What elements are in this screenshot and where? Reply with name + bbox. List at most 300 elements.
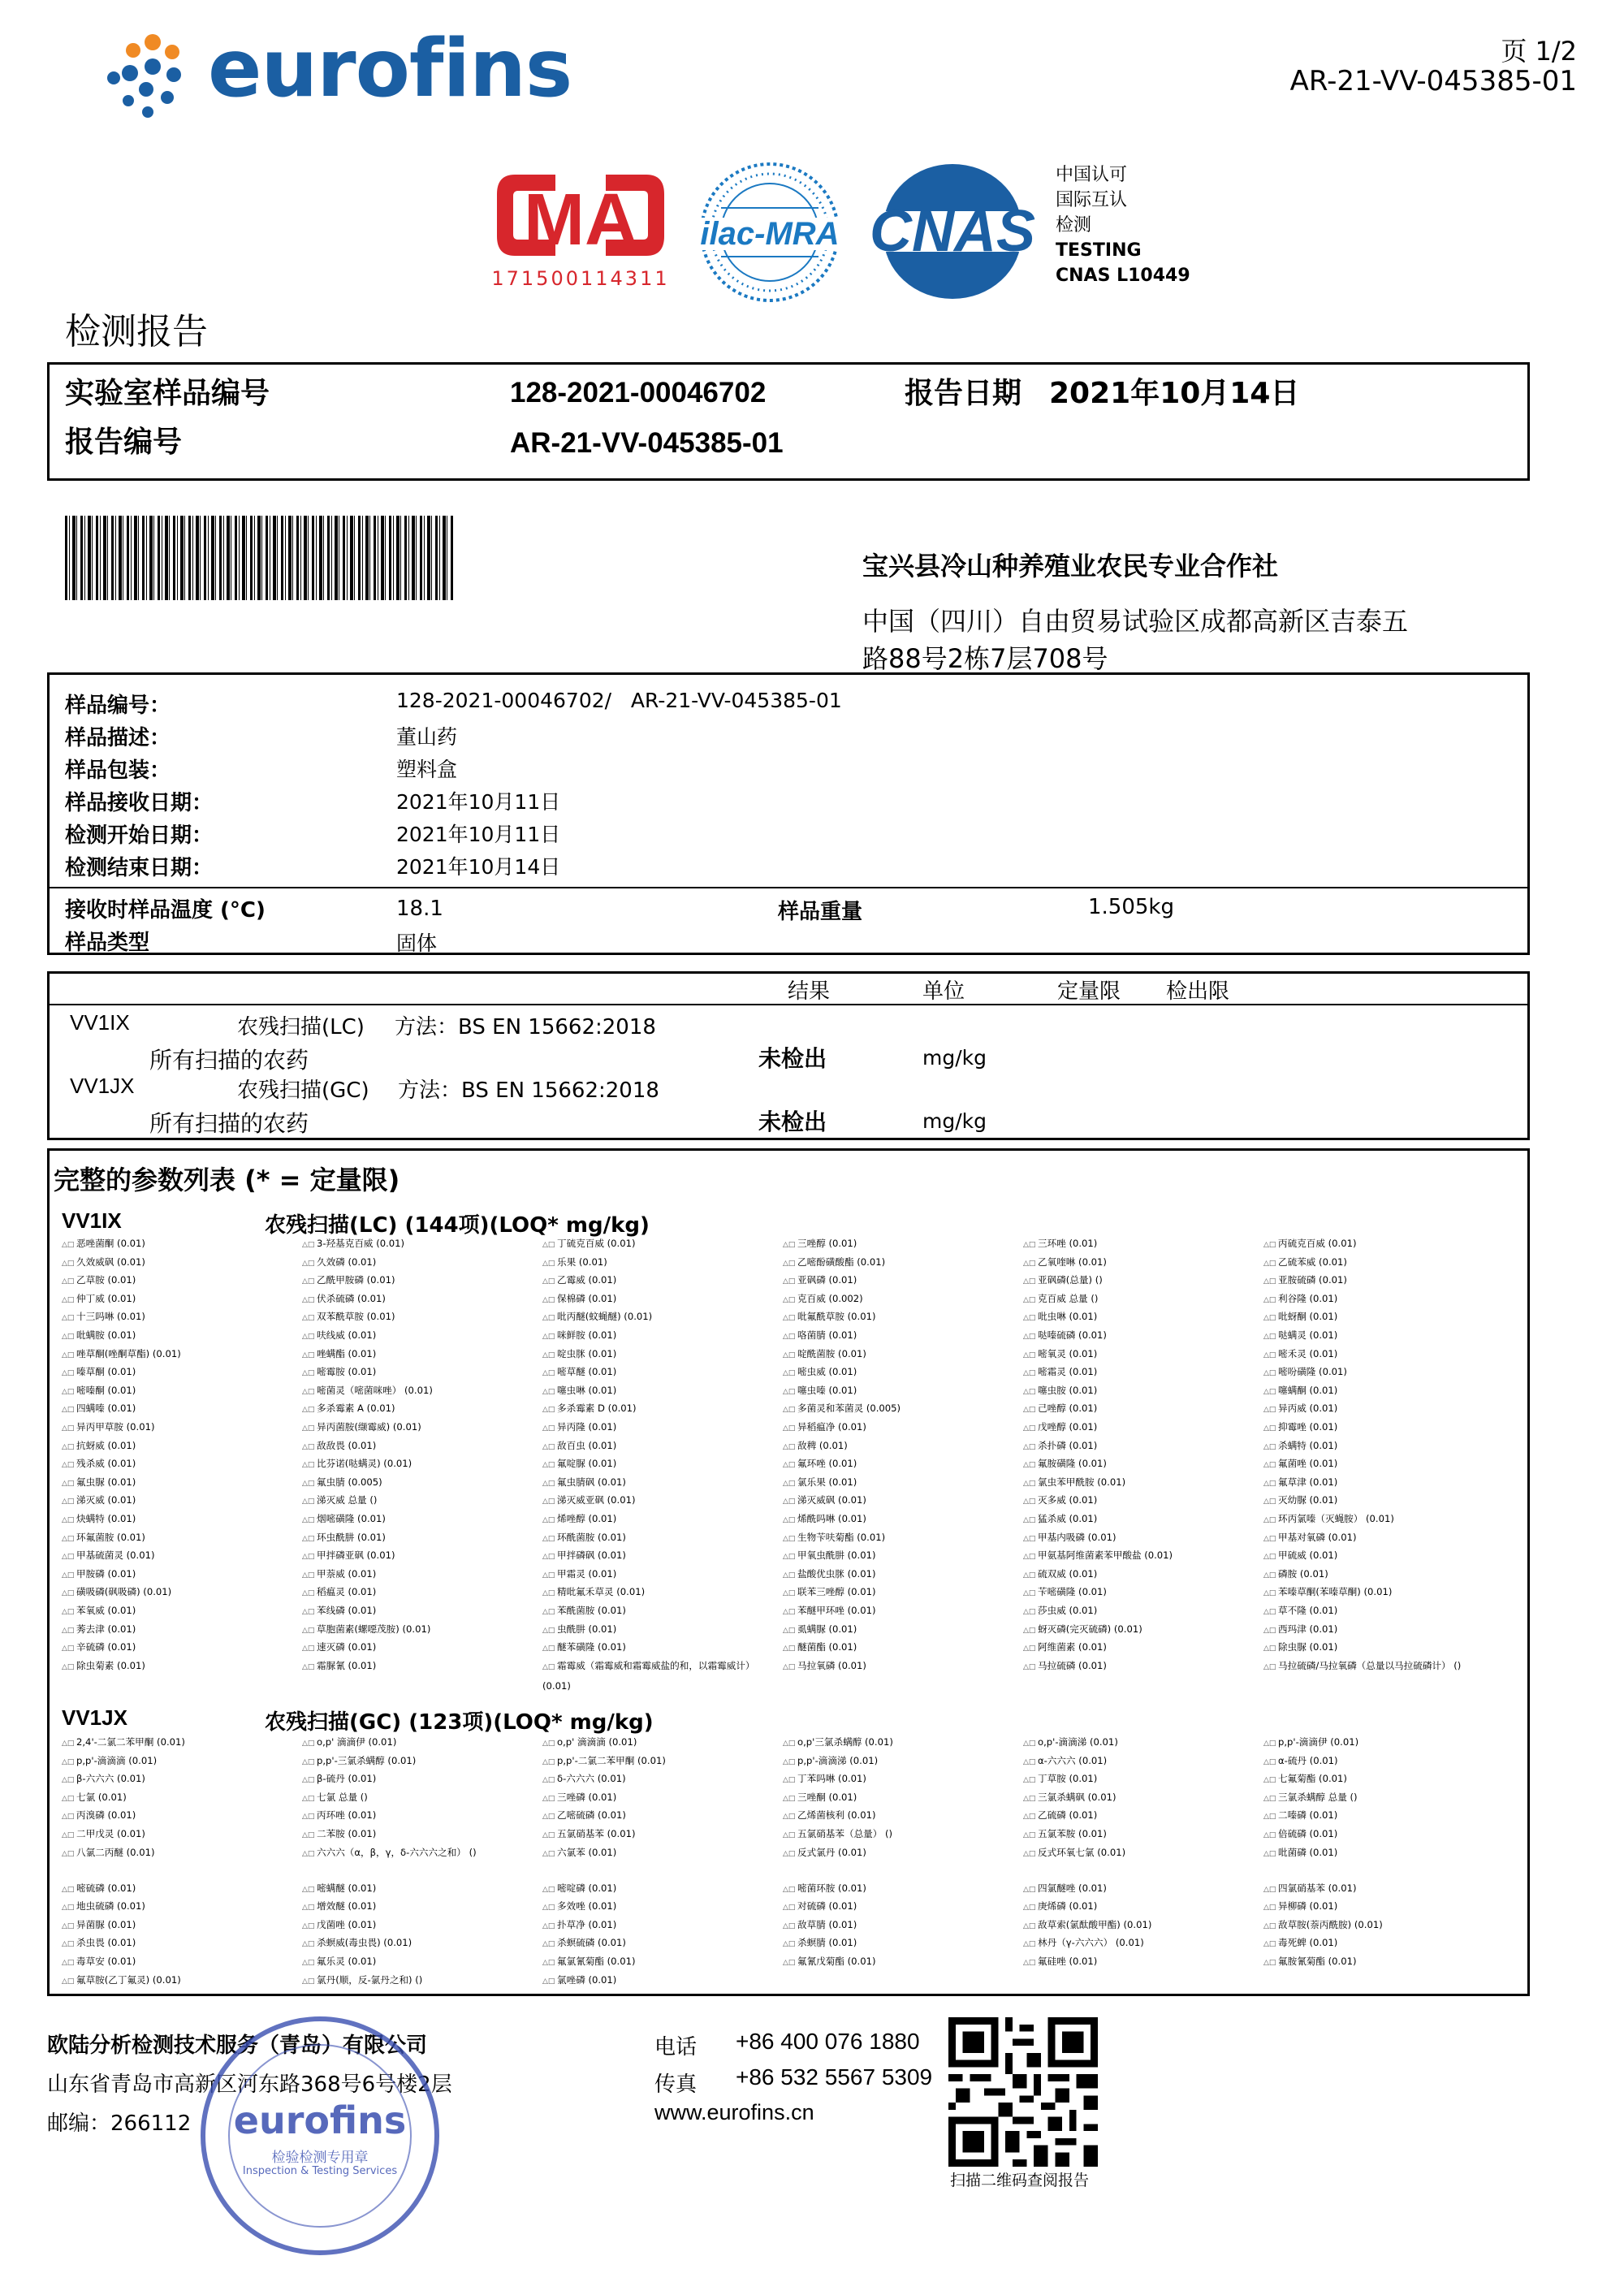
param-item: △□ 扑草净 (0.01) (542, 1918, 617, 1930)
results-header-result: 结果 (788, 979, 831, 1004)
param-item: △□ 莎虫威 (0.01) (1023, 1605, 1098, 1616)
param-item: △□ 甲拌磷亚砜 (0.01) (302, 1549, 395, 1562)
param-item: △□ 嗪草酮 (0.01) (62, 1366, 136, 1378)
param-item: △□ 唑螨酯 (0.01) (302, 1347, 377, 1359)
param-item: △□ 庚烯磷 (0.01) (1023, 1900, 1098, 1912)
param-item: △□ 甲氨基阿维菌素苯甲酸盐 (0.01) (1023, 1549, 1173, 1562)
param-item: △□ 嘧霜灵 (0.01) (1023, 1366, 1098, 1378)
param-item: △□ 醚苯磺隆 (0.01) (542, 1641, 626, 1653)
footer-website: www.eurofins.cn (654, 2100, 814, 2124)
param-item: △□ 生物苄呋菊酯 (0.01) (783, 1531, 886, 1543)
param-item: △□ 三氯杀螨砜 (0.01) (1023, 1791, 1116, 1803)
param-item: △□ 涕灭威 总量 () (302, 1494, 378, 1506)
cnas-label: CNAS (869, 199, 1035, 264)
param-item: △□ 乙霉威 (0.01) (542, 1274, 617, 1286)
param-item: △□ 霜脲氰 (0.01) (302, 1659, 377, 1671)
client-address-line2: 路88号2栋7层708号 (862, 643, 1108, 674)
report-date-value: 2021年10月14日 (1049, 377, 1300, 410)
type-value: 固体 (396, 931, 438, 955)
ilac-mra-logo (697, 159, 843, 305)
report-no-value: AR-21-VV-045385-01 (510, 427, 784, 459)
weight-label: 样品重量 (778, 900, 863, 924)
param-item: △□ 蚜灭磷(完灭硫磷) (0.01) (1023, 1623, 1142, 1635)
param-item: △□ 哒嗪硫磷 (0.01) (1023, 1329, 1107, 1341)
sample-info-label: 检测开始日期： (65, 823, 214, 848)
result-row-item: 所有扫描的农药 (149, 1110, 309, 1137)
param-item: △□ 辛硫磷 (0.01) (62, 1641, 136, 1653)
param-item: △□ 氟草津 (0.01) (1263, 1476, 1338, 1488)
param-item: △□ 环虫酰肼 (0.01) (302, 1531, 386, 1543)
param-item: △□ 林丹（γ-六六六） (0.01) (1023, 1937, 1144, 1949)
param-item: △□ 噻虫嗪 (0.01) (783, 1384, 857, 1396)
param-item: △□ 吡蚜酮 (0.01) (1263, 1311, 1338, 1323)
param-item: △□ 杀螟硫磷 (0.01) (542, 1937, 626, 1949)
cma-logo (490, 166, 671, 296)
results-header-loq: 定量限 (1057, 979, 1121, 1004)
param-item: △□ 双苯酰草胺 (0.01) (302, 1311, 395, 1323)
param-item: △□ 精吡氟禾草灵 (0.01) (542, 1586, 646, 1598)
param-item: △□ 2,4'-二氯二苯甲酮 (0.01) (62, 1736, 185, 1748)
param-item: △□ 十三吗啉 (0.01) (62, 1311, 145, 1323)
param-item: △□ 抑霉唑 (0.01) (1263, 1421, 1338, 1433)
param-item: △□ 苯氧威 (0.01) (62, 1605, 136, 1616)
param-item: △□ 磺吸磷(砜吸磷) (0.01) (62, 1586, 172, 1598)
param-item: △□ 苯嗪草酮(苯嗪草酮) (0.01) (1263, 1586, 1393, 1598)
param-item: △□ 嘧嗪酮 (0.01) (62, 1384, 136, 1396)
lab-sample-value: 128-2021-00046702 (510, 377, 767, 408)
param-item: △□ 莠去津 (0.01) (62, 1623, 136, 1635)
param-item: △□ 对硫磷 (0.01) (783, 1900, 857, 1912)
param-item: △□ 环酰菌胺 (0.01) (542, 1531, 626, 1543)
sample-info-label: 检测结束日期： (65, 856, 214, 880)
param-item: △□ 氟胺氰菊酯 (0.01) (1263, 1956, 1357, 1968)
param-item: △□ 炔螨特 (0.01) (62, 1513, 136, 1524)
param-item: △□ 敌稗 (0.01) (783, 1439, 848, 1451)
param-item: △□ 三唑醇 (0.01) (783, 1238, 857, 1249)
gc-code: VV1JX (62, 1705, 127, 1730)
param-item: △□ 甲霜灵 (0.01) (542, 1567, 617, 1580)
param-item: △□ 乙嘧酚磺酸酯 (0.01) (783, 1256, 886, 1268)
param-item: △□ 毒死蜱 (0.01) (1263, 1937, 1338, 1949)
brand-logo-text: eurofins (208, 23, 572, 115)
seal-brand: eurofins (233, 2098, 407, 2142)
param-item: △□ 久效威砜 (0.01) (62, 1256, 145, 1268)
param-item: △□ 除虫脲 (0.01) (1263, 1641, 1338, 1653)
footer-fax-value: +86 532 5567 5309 (736, 2064, 933, 2090)
param-item: △□ 五氯硝基苯 (0.01) (542, 1828, 636, 1839)
result-row-name: 农残扫描(GC) (237, 1078, 369, 1103)
sample-info-value: 2021年10月11日 (396, 823, 561, 846)
param-item: △□ 涕灭威砜 (0.01) (783, 1494, 866, 1506)
param-item: △□ 反式环氧七氯 (0.01) (1023, 1846, 1126, 1858)
param-item: △□ p,p'-滴滴涕 (0.01) (783, 1754, 879, 1766)
param-item: △□ 嘧菌灵（嘧菌咪唑） (0.01) (302, 1384, 433, 1396)
client-address-line1: 中国（四川）自由贸易试验区成都高新区吉泰五 (862, 606, 1409, 637)
seal-line1: 检验检测专用章 (271, 2150, 369, 2166)
report-no-label: 报告编号 (65, 426, 183, 459)
param-item: △□ 氟虫腈砜 (0.01) (542, 1476, 626, 1488)
cnas-text-line: 检测 (1056, 215, 1092, 236)
param-item: △□ 嘧虫威 (0.01) (783, 1366, 857, 1378)
param-item: △□ β-六六六 (0.01) (62, 1773, 145, 1785)
footer-company: 欧陆分析检测技术服务（青岛）有限公司 (47, 2034, 428, 2058)
param-item: △□ 异丙威 (0.01) (1263, 1402, 1338, 1415)
sample-info-label: 样品接收日期： (65, 791, 214, 815)
param-item: △□ 烯酰吗啉 (0.01) (783, 1513, 866, 1524)
param-item: △□ 多杀霉素 A (0.01) (302, 1402, 395, 1415)
param-item: △□ 阿维菌素 (0.01) (1023, 1641, 1107, 1653)
param-item: △□ 乐果 (0.01) (542, 1256, 607, 1268)
param-item: △□ 猛杀威 (0.01) (1023, 1513, 1098, 1524)
param-item: △□ 联苯三唑醇 (0.01) (783, 1586, 876, 1598)
param-item: △□ 丙环唑 (0.01) (302, 1809, 377, 1822)
param-item: △□ 除虫菊素 (0.01) (62, 1659, 145, 1671)
temp-label: 接收时样品温度 (°C) (65, 898, 266, 923)
sample-info-value: 董山药 (396, 725, 458, 749)
param-item: △□ 久效磷 (0.01) (302, 1256, 377, 1268)
param-item: △□ 氯唑磷 (0.01) (542, 1973, 617, 1986)
param-item: △□ 敌百虫 (0.01) (542, 1439, 617, 1451)
param-item: △□ 氟啶脲 (0.01) (542, 1458, 617, 1470)
seal-line2: Inspection & Testing Services (242, 2165, 398, 2177)
param-item: △□ 啶酰菌胺 (0.01) (783, 1347, 866, 1359)
lab-sample-label: 实验室样品编号 (65, 377, 270, 410)
param-item: △□ 乙嘧硫磷 (0.01) (542, 1809, 626, 1822)
param-item: △□ 四氯醚唑 (0.01) (1023, 1882, 1107, 1894)
param-item: △□ 氟乐灵 (0.01) (302, 1956, 377, 1968)
param-item: △□ p,p'-三氯杀螨醇 (0.01) (302, 1754, 417, 1766)
results-header-lod: 检出限 (1166, 979, 1230, 1004)
company-seal (198, 2014, 442, 2258)
param-item: △□ 苯线磷 (0.01) (302, 1605, 377, 1616)
param-item: △□ 甲基硫菌灵 (0.01) (62, 1549, 155, 1562)
param-item: △□ 环丙氯嗪（灭蝇胺） (0.01) (1263, 1513, 1394, 1524)
param-item: △□ 氟氯氰菊酯 (0.01) (542, 1956, 636, 1968)
param-item: △□ 毒草安 (0.01) (62, 1956, 136, 1968)
cnas-text-line: 国际互认 (1056, 190, 1128, 210)
param-item: △□ 三氯杀螨醇 总量 () (1263, 1791, 1358, 1803)
param-item: △□ 嘧草醚 (0.01) (542, 1366, 617, 1378)
footer-postcode: 邮编：266112 (47, 2111, 192, 2136)
param-item: △□ 克百威 (0.002) (783, 1292, 863, 1304)
param-item: △□ 杀螨特 (0.01) (1263, 1439, 1338, 1451)
result-row-method: 方法：BS EN 15662:2018 (398, 1078, 659, 1103)
param-item: △□ α-硫丹 (0.01) (1263, 1754, 1338, 1766)
barcode (65, 516, 455, 600)
param-item: △□ 稻瘟灵 (0.01) (302, 1586, 377, 1598)
param-item: △□ 氯虫苯甲酰胺 (0.01) (1023, 1476, 1126, 1488)
lc-code: VV1IX (62, 1208, 122, 1233)
sample-info-label: 样品描述： (65, 726, 171, 750)
param-item: △□ 吡丙醚(蚊蝇醚) (0.01) (542, 1311, 653, 1323)
param-item: △□ 咪鲜胺 (0.01) (542, 1329, 617, 1341)
param-item: △□ 戊菌唑 (0.01) (302, 1918, 377, 1930)
param-item: △□ α-六六六 (0.01) (1023, 1754, 1108, 1766)
param-item: △□ 虫酰肼 (0.01) (542, 1623, 617, 1635)
param-item: △□ 四氯硝基苯 (0.01) (1263, 1882, 1357, 1894)
param-item: △□ 嘧菌环胺 (0.01) (783, 1882, 866, 1894)
param-item: △□ 六六六（α，β，γ，δ-六六六之和） () (302, 1846, 477, 1858)
sample-info-label: 样品编号： (65, 694, 171, 718)
param-item: △□ 醚菌酯 (0.01) (783, 1641, 857, 1653)
divider (47, 887, 1530, 888)
param-item: △□ 哒螨灵 (0.01) (1263, 1329, 1338, 1341)
param-item: △□ 七氟菊酯 (0.01) (1263, 1773, 1347, 1785)
result-row-unit: mg/kg (922, 1046, 987, 1070)
footer-tel-value: +86 400 076 1880 (736, 2029, 920, 2054)
param-item: △□ o,p'-滴滴涕 (0.01) (1023, 1736, 1118, 1748)
param-item: △□ 吡氟酰草胺 (0.01) (783, 1311, 876, 1323)
param-item: △□ p,p'-滴滴滴 (0.01) (62, 1754, 158, 1766)
lc-heading: 农残扫描(LC) (144项)(LOQ* mg/kg) (265, 1213, 650, 1238)
param-item: △□ 伏杀硫磷 (0.01) (302, 1292, 386, 1304)
param-item: △□ 苄嘧磺隆 (0.01) (1023, 1586, 1107, 1598)
param-item: △□ 亚胺硫磷 (0.01) (1263, 1274, 1347, 1286)
param-item: △□ 咯菌腈 (0.01) (783, 1329, 857, 1341)
cnas-text-line: 中国认可 (1056, 165, 1128, 185)
param-item: △□ 马拉硫磷 (0.01) (1023, 1659, 1107, 1671)
param-item: △□ 抗蚜威 (0.01) (62, 1439, 136, 1451)
param-item: △□ δ-六六六 (0.01) (542, 1773, 626, 1785)
param-item: △□ 异菌脲 (0.01) (62, 1918, 136, 1930)
sample-info-value: 塑料盒 (396, 758, 458, 781)
param-item: △□ 三唑磷 (0.01) (542, 1791, 617, 1803)
param-item: △□ 异丙菌胺(缬霉威) (0.01) (302, 1421, 421, 1433)
param-item: △□ 甲硫威 (0.01) (1263, 1549, 1338, 1562)
sample-info-label: 样品包装： (65, 759, 171, 783)
param-item: △□ 丁硫克百威 (0.01) (542, 1238, 636, 1249)
param-item: △□ 克百威 总量 () (1023, 1292, 1099, 1304)
param-item: △□ 马拉硫磷/马拉氧磷（总量以马拉硫磷计） () (1263, 1659, 1462, 1671)
report-date-label: 报告日期 (905, 377, 1022, 410)
param-item: △□ 反式氯丹 (0.01) (783, 1846, 866, 1858)
param-item: △□ 氟菌唑 (0.01) (1263, 1458, 1338, 1470)
param-item: △□ 氟草胺(乙丁氟灵) (0.01) (62, 1973, 181, 1986)
param-item: △□ 异丙隆 (0.01) (542, 1421, 617, 1433)
param-item: △□ 地虫硫磷 (0.01) (62, 1900, 145, 1912)
param-item: △□ 乙酰甲胺磷 (0.01) (302, 1274, 395, 1286)
param-item: △□ 磷胺 (0.01) (1263, 1567, 1328, 1580)
param-item: △□ 硫双威 (0.01) (1023, 1567, 1098, 1580)
param-item: △□ 嘧硫磷 (0.01) (62, 1882, 136, 1894)
param-item: △□ 甲基对氧磷 (0.01) (1263, 1531, 1357, 1543)
param-item: △□ 吡菌磷 (0.01) (1263, 1846, 1338, 1858)
param-item: △□ 三环唑 (0.01) (1023, 1238, 1098, 1249)
param-item: △□ 吡虫啉 (0.01) (1023, 1311, 1098, 1323)
eurofins-logo-icon (102, 31, 200, 120)
param-item: △□ 增效醚 (0.01) (302, 1900, 377, 1912)
param-item: △□ o,p'三氯杀螨醇 (0.01) (783, 1736, 893, 1748)
qr-code-icon (948, 2017, 1098, 2167)
param-item: △□ 盐酸优虫脒 (0.01) (783, 1567, 876, 1580)
param-item: △□ 氯乐果 (0.01) (783, 1476, 857, 1488)
param-item: △□ 烯唑醇 (0.01) (542, 1513, 617, 1524)
param-item: △□ 乙草胺 (0.01) (62, 1274, 136, 1286)
footer-address: 山东省青岛市高新区河东路368号6号楼2层 (47, 2072, 452, 2097)
page-number: 页 1/2 (1501, 36, 1577, 67)
param-item: △□ 苯酰菌胺 (0.01) (542, 1605, 626, 1616)
param-item: △□ 二嗪磷 (0.01) (1263, 1809, 1338, 1822)
param-item: △□ 烟嘧磺隆 (0.01) (302, 1513, 386, 1524)
param-item: △□ 甲基内吸磷 (0.01) (1023, 1531, 1116, 1543)
results-header-unit: 单位 (922, 979, 965, 1004)
param-item: △□ 丁苯吗啉 (0.01) (783, 1773, 866, 1785)
param-item: △□ 氟虫腈 (0.005) (302, 1476, 382, 1488)
param-item: △□ 亚砜磷(总量) () (1023, 1274, 1103, 1286)
param-item: △□ 敌草索(氯酞酸甲酯) (0.01) (1023, 1918, 1152, 1930)
param-item: △□ 六氯苯 (0.01) (542, 1846, 617, 1858)
result-row-method: 方法：BS EN 15662:2018 (395, 1015, 656, 1039)
sample-info-value: 128-2021-00046702/ AR-21-VV-045385-01 (396, 689, 842, 712)
param-item: △□ 五氯硝基苯（总量） () (783, 1828, 893, 1839)
temp-value: 18.1 (396, 897, 443, 921)
param-item: △□ 涕灭威亚砜 (0.01) (542, 1494, 636, 1506)
param-item: △□ 甲拌磷砜 (0.01) (542, 1549, 626, 1562)
param-item: △□ 杀螟腈 (0.01) (783, 1937, 857, 1949)
param-item: △□ 3-羟基克百威 (0.01) (302, 1238, 405, 1249)
param-item: △□ 速灭磷 (0.01) (302, 1641, 377, 1653)
cma-mark-icon (490, 166, 671, 264)
param-item: △□ 草胞菌素(螺噁茂胺) (0.01) (302, 1623, 431, 1635)
param-item: △□ 环氟菌胺 (0.01) (62, 1531, 145, 1543)
param-item: △□ 仲丁威 (0.01) (62, 1292, 136, 1304)
param-item: △□ 氟环唑 (0.01) (783, 1458, 857, 1470)
param-item: △□ 七氯 总量 () (302, 1791, 368, 1803)
param-item: △□ 啶虫脒 (0.01) (542, 1347, 617, 1359)
param-item: △□ 噻虫啉 (0.01) (542, 1384, 617, 1396)
param-item: △□ 呋线威 (0.01) (302, 1329, 377, 1341)
param-item: △□ 甲氧虫酰肼 (0.01) (783, 1549, 876, 1562)
footer-tel-label: 电话 (654, 2035, 698, 2059)
param-item: △□ 异柳磷 (0.01) (1263, 1900, 1338, 1912)
param-item: △□ 噻虫胺 (0.01) (1023, 1384, 1098, 1396)
result-row-code: VV1IX (70, 1010, 130, 1035)
cnas-text-line: CNAS L10449 (1056, 266, 1190, 286)
param-item: △□ 丁草胺 (0.01) (1023, 1773, 1098, 1785)
param-item: △□ 嘧吩磺隆 (0.01) (1263, 1366, 1347, 1378)
param-item: △□ 霜霉威（霜霉威和霜霉威盐的和，以霜霉威计） (0.01) (542, 1659, 755, 1692)
param-item: △□ 二甲戊灵 (0.01) (62, 1828, 145, 1839)
param-item: △□ 甲萘威 (0.01) (302, 1567, 377, 1580)
param-item: △□ 利谷隆 (0.01) (1263, 1292, 1338, 1304)
sample-info-value: 2021年10月14日 (396, 855, 561, 879)
page-title: 检测报告 (65, 311, 208, 352)
param-item: △□ 乙硫苯威 (0.01) (1263, 1256, 1347, 1268)
param-item: △□ 嘧禾灵 (0.01) (1263, 1347, 1338, 1359)
param-item: △□ 灭多威 (0.01) (1023, 1494, 1098, 1506)
sample-info-value: 2021年10月11日 (396, 790, 561, 814)
param-item: △□ 甲胺磷 (0.01) (62, 1567, 136, 1580)
param-item: △□ 八氯二丙醚 (0.01) (62, 1846, 155, 1858)
param-item: △□ o,p' 滴滴伊 (0.01) (302, 1736, 397, 1748)
param-item: △□ 残杀威 (0.01) (62, 1458, 136, 1470)
param-item: △□ 多菌灵和苯菌灵 (0.005) (783, 1402, 901, 1415)
param-item: △□ 嘧氧灵 (0.01) (1023, 1347, 1098, 1359)
param-item: △□ 多杀霉素 D (0.01) (542, 1402, 637, 1415)
param-item: △□ 五氯苯胺 (0.01) (1023, 1828, 1107, 1839)
param-item: △□ 异稻瘟净 (0.01) (783, 1421, 866, 1433)
param-item: △□ 丙溴磷 (0.01) (62, 1809, 136, 1822)
param-item: △□ 四螨嗪 (0.01) (62, 1402, 136, 1415)
param-item: △□ β-硫丹 (0.01) (302, 1773, 377, 1785)
param-item: △□ 乙氧喹啉 (0.01) (1023, 1256, 1107, 1268)
param-item: △□ 嘧螨醚 (0.01) (302, 1882, 377, 1894)
param-item: △□ 倍硫磷 (0.01) (1263, 1828, 1338, 1839)
param-item: △□ 亚砜磷 (0.01) (783, 1274, 857, 1286)
result-row-name: 农残扫描(LC) (237, 1015, 365, 1039)
gc-heading: 农残扫描(GC) (123项)(LOQ* mg/kg) (265, 1710, 654, 1735)
param-item: △□ 乙烯菌核利 (0.01) (783, 1809, 876, 1822)
param-item: △□ 保棉磷 (0.01) (542, 1292, 617, 1304)
param-item: △□ 七氯 (0.01) (62, 1791, 127, 1803)
param-item: △□ 唑草酮(唑酮草酯) (0.01) (62, 1347, 181, 1359)
param-item: △□ 丙硫克百威 (0.01) (1263, 1238, 1357, 1249)
param-item: △□ 嘧霉胺 (0.01) (302, 1366, 377, 1378)
header-report-id: AR-21-VV-045385-01 (1289, 65, 1577, 97)
cnas-text-line: TESTING (1056, 240, 1142, 261)
ilac-label: ilac-MRA (697, 218, 843, 250)
param-item: △□ 嘧啶磷 (0.01) (542, 1882, 617, 1894)
result-row-result: 未检出 (758, 1045, 827, 1072)
result-row-code: VV1JX (70, 1074, 135, 1098)
param-item: △□ 草不隆 (0.01) (1263, 1605, 1338, 1616)
param-item: △□ 敌草胺(萘丙酰胺) (0.01) (1263, 1918, 1383, 1930)
result-row-result: 未检出 (758, 1109, 827, 1135)
param-item: △□ 噻螨酮 (0.01) (1263, 1384, 1338, 1396)
param-item: △□ 涕灭威 (0.01) (62, 1494, 136, 1506)
param-item: △□ 杀虫畏 (0.01) (62, 1937, 136, 1949)
param-item: △□ 敌草腈 (0.01) (783, 1918, 857, 1930)
param-item: △□ 异丙甲草胺 (0.01) (62, 1421, 155, 1433)
param-item: △□ 氟氰戊菊酯 (0.01) (783, 1956, 876, 1968)
param-item: △□ 灭幼脲 (0.01) (1263, 1494, 1338, 1506)
param-item: △□ 马拉氧磷 (0.01) (783, 1659, 866, 1671)
param-item: △□ 杀扑磷 (0.01) (1023, 1439, 1098, 1451)
param-item: △□ 戊唑醇 (0.01) (1023, 1421, 1098, 1433)
param-item: △□ 氟虫脲 (0.01) (62, 1476, 136, 1488)
cnas-text-block (1056, 162, 1190, 288)
param-item: △□ 吡螨胺 (0.01) (62, 1329, 136, 1341)
svg-text:MA: MA (524, 179, 637, 261)
param-item: △□ 三唑酮 (0.01) (783, 1791, 857, 1803)
param-item: △□ 乙硫磷 (0.01) (1023, 1809, 1098, 1822)
qr-caption: 扫描二维码查阅报告 (950, 2172, 1090, 2189)
client-name: 宝兴县冷山种养殖业农民专业合作社 (862, 551, 1279, 581)
param-item: △□ 二苯胺 (0.01) (302, 1828, 377, 1839)
param-item: △□ 苯醚甲环唑 (0.01) (783, 1605, 876, 1616)
footer-fax-label: 传真 (654, 2072, 698, 2097)
param-item: △□ 虱螨脲 (0.01) (783, 1623, 857, 1635)
param-item: △□ 氯丹(顺，反-氯丹之和) () (302, 1973, 423, 1986)
param-item: △□ p,p'-滴滴伊 (0.01) (1263, 1736, 1359, 1748)
result-row-item: 所有扫描的农药 (149, 1047, 309, 1074)
param-item: △□ 氟硅唑 (0.01) (1023, 1956, 1098, 1968)
weight-value: 1.505kg (1088, 895, 1174, 919)
param-item: △□ 西玛津 (0.01) (1263, 1623, 1338, 1635)
cnas-logo (867, 162, 1038, 300)
param-item: △□ 多效唑 (0.01) (542, 1900, 617, 1912)
param-item: △□ o,p' 滴滴滴 (0.01) (542, 1736, 637, 1748)
param-item: △□ 己唑醇 (0.01) (1023, 1402, 1098, 1415)
type-label: 样品类型 (65, 931, 150, 955)
result-row-unit: mg/kg (922, 1109, 987, 1133)
param-item: △□ 敌敌畏 (0.01) (302, 1439, 377, 1451)
cma-number: 171500114311 (491, 267, 670, 290)
param-list-title: 完整的参数列表 (* = 定量限) (54, 1165, 400, 1195)
param-item: △□ 恶唑菌酮 (0.01) (62, 1238, 145, 1249)
param-item: △□ 杀螟威(毒虫畏) (0.01) (302, 1937, 412, 1949)
param-item: △□ p,p'-二氯二苯甲酮 (0.01) (542, 1754, 666, 1766)
